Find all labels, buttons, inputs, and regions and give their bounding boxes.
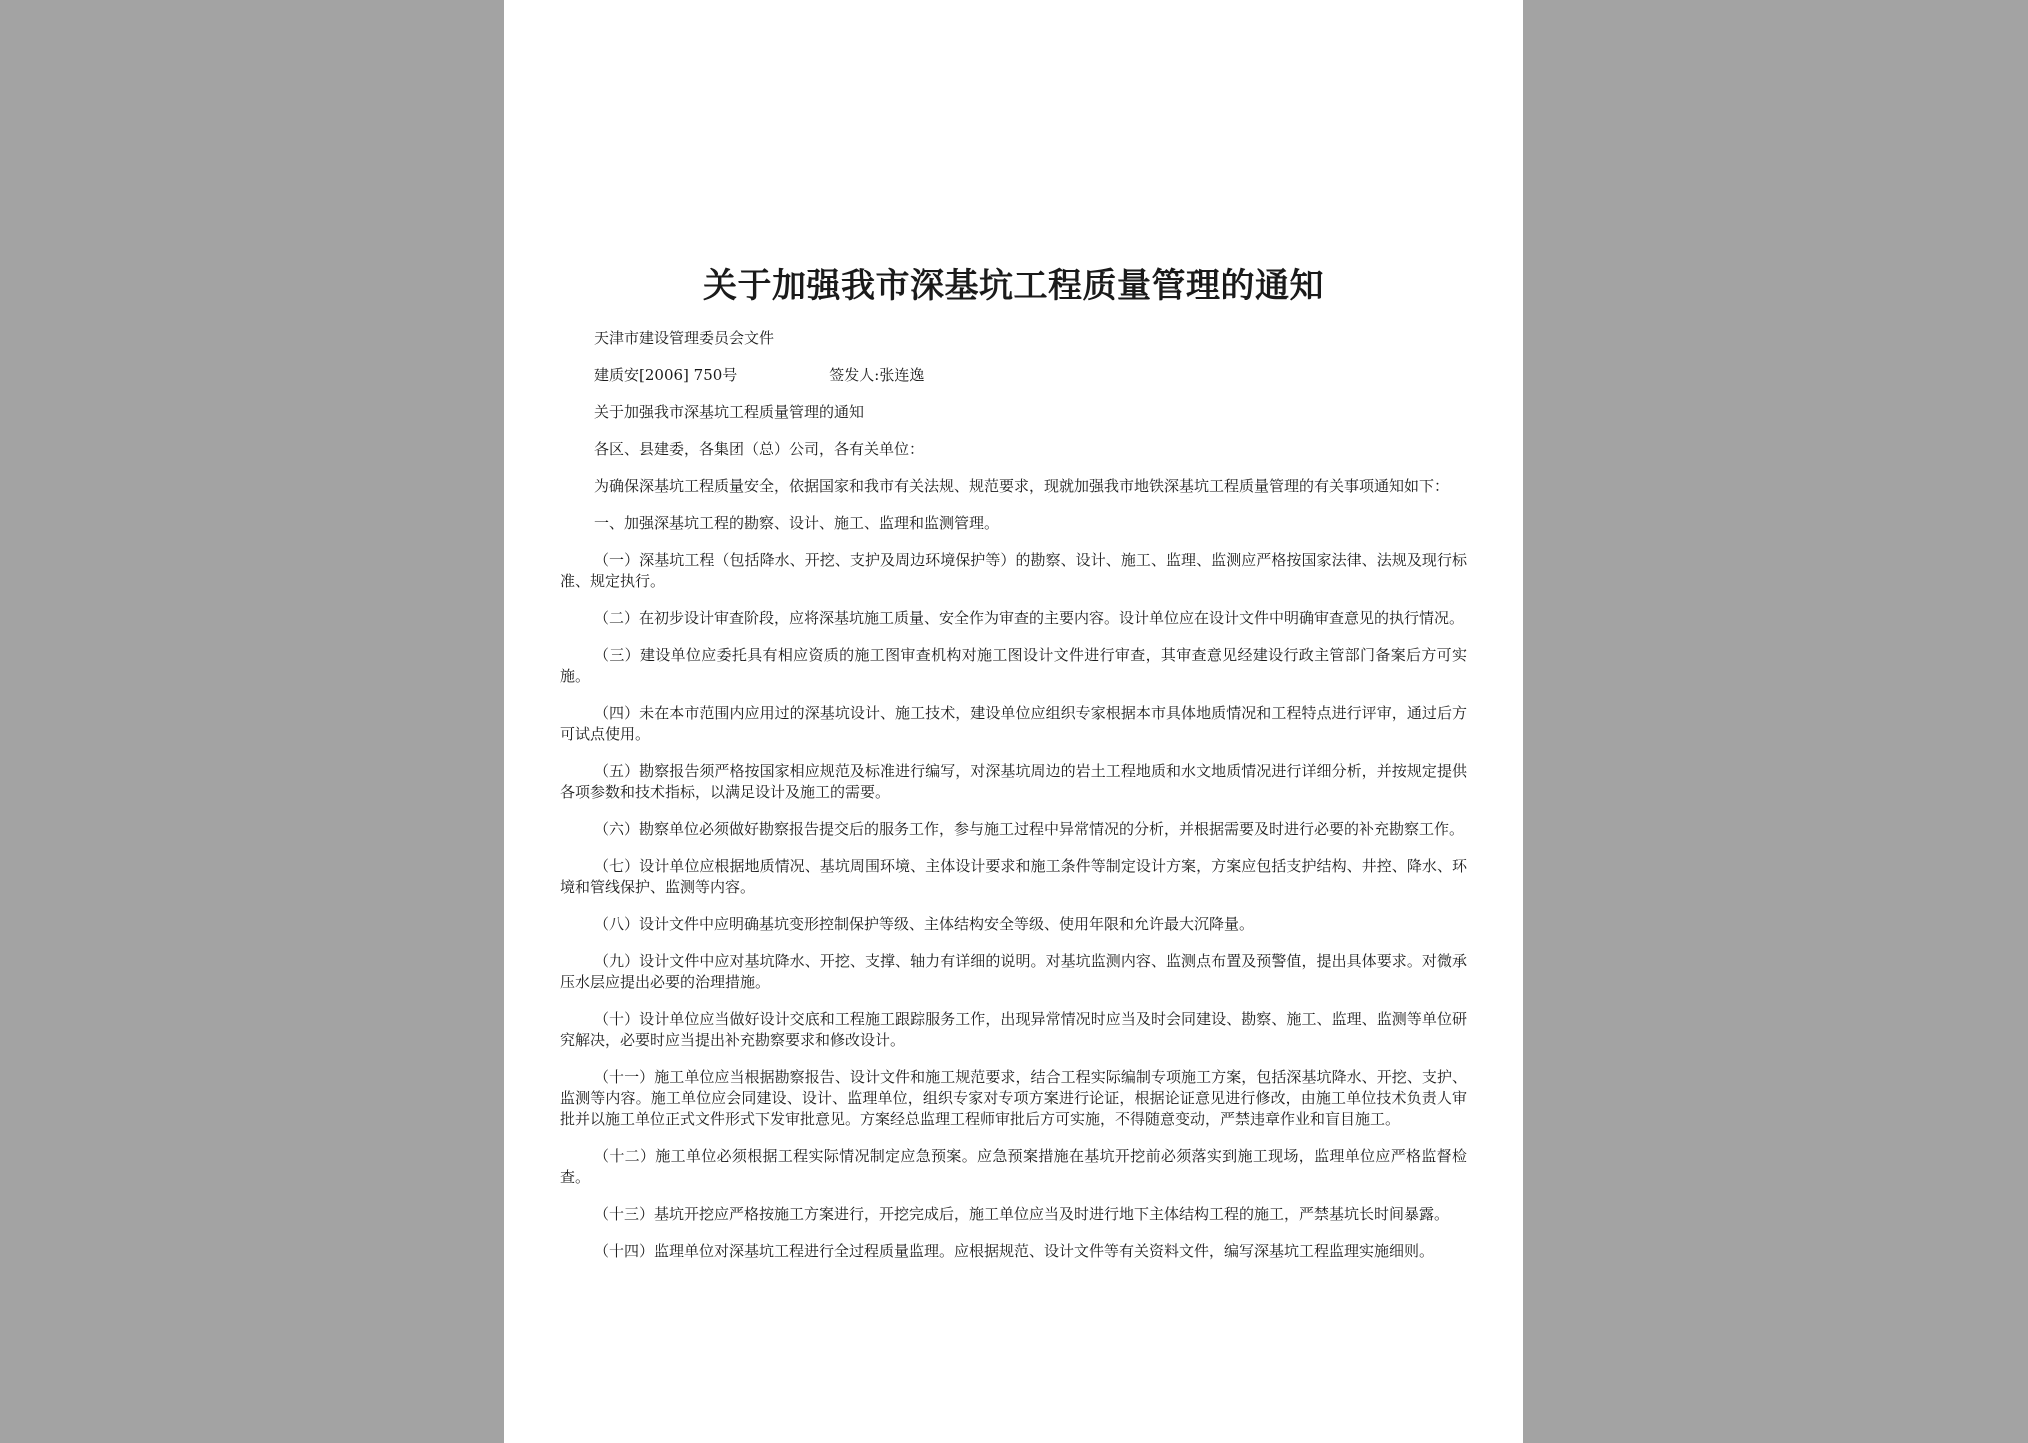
clause-5: （五）勘察报告须严格按国家相应规范及标准进行编写，对深基坑周边的岩土工程地质和水文地质情况进行详细分析，并按规定提供各项参数和技术指标，以满足设计及施工的需要。: [560, 762, 1467, 801]
document-page: [504, 0, 1523, 1443]
section-heading-1: 一、加强深基坑工程的勘察、设计、施工、监理和监测管理。: [594, 514, 1000, 532]
issuer-line: 天津市建设管理委员会文件: [594, 329, 775, 347]
clause-9: （九）设计文件中应对基坑降水、开挖、支撑、轴力有详细的说明。对基坑监测内容、监测点布置及预警值，提出具体要求。对微承压水层应提出必要的治理措施。: [560, 952, 1467, 991]
doc-number: 建质安[2006] 750号: [594, 366, 738, 384]
doc-number-line: [560, 365, 1467, 386]
clause-12: （十二）施工单位必须根据工程实际情况制定应急预案。应急预案措施在基坑开挖前必须落实到施工现场，监理单位应严格监督检查。: [560, 1147, 1467, 1186]
clause-7: （七）设计单位应根据地质情况、基坑周围环境、主体设计要求和施工条件等制定设计方案，方案应包括支护结构、井控、降水、环境和管线保护、监测等内容。: [560, 857, 1467, 896]
clause-10: （十）设计单位应当做好设计交底和工程施工跟踪服务工作，出现异常情况时应当及时会同建设、勘察、施工、监理、监测等单位研究解决，必要时应当提出补充勘察要求和修改设计。: [560, 1010, 1467, 1049]
addressees: 各区、县建委，各集团（总）公司，各有关单位：: [594, 440, 925, 458]
clause-3: （三）建设单位应委托具有相应资质的施工图审查机构对施工图设计文件进行审查，其审查意见经建设行政主管部门备案后方可实施。: [560, 646, 1467, 685]
paragraph-intro: 为确保深基坑工程质量安全，依据国家和我市有关法规、规范要求，现就加强我市地铁深基坑工程质量管理的有关事项通知如下：: [594, 477, 1450, 495]
clause-13: （十三）基坑开挖应严格按施工方案进行，开挖完成后，施工单位应当及时进行地下主体结构工程的施工，严禁基坑长时间暴露。: [594, 1205, 1450, 1223]
clause-2: （二）在初步设计审查阶段，应将深基坑施工质量、安全作为审查的主要内容。设计单位应在设计文件中明确审查意见的执行情况。: [594, 609, 1465, 627]
clause-4: （四）未在本市范围内应用过的深基坑设计、施工技术，建设单位应组织专家根据本市具体地质情况和工程特点进行评审，通过后方可试点使用。: [560, 704, 1467, 743]
document-title: 关于加强我市深基坑工程质量管理的通知: [703, 266, 1324, 306]
clause-11: （十一）施工单位应当根据勘察报告、设计文件和施工规范要求，结合工程实际编制专项施工方案，包括深基坑降水、开挖、支护、监测等内容。施工单位应会同建设、设计、监理单位，组织专家对专项方案进行论证，根据论证意见进行修改，由施工单位技术负责人审批并以施工单位正式文件形式下发审批意见。方案经总监理工程师审批后方可实施，不得随意变动，严禁违章作业和盲目施工。: [560, 1068, 1467, 1128]
clause-8: （八）设计文件中应明确基坑变形控制保护等级、主体结构安全等级、使用年限和允许最大沉降量。: [594, 915, 1255, 933]
clause-1: （一）深基坑工程（包括降水、开挖、支护及周边环境保护等）的勘察、设计、施工、监理、监测应严格按国家法律、法规及现行标准、规定执行。: [560, 551, 1467, 590]
clause-6: （六）勘察单位必须做好勘察报告提交后的服务工作，参与施工过程中异常情况的分析，并根据需要及时进行必要的补充勘察工作。: [594, 820, 1465, 838]
signer: 签发人:张连逸: [829, 366, 925, 384]
clause-14: （十四）监理单位对深基坑工程进行全过程质量监理。应根据规范、设计文件等有关资料文件，编写深基坑工程监理实施细则。: [594, 1242, 1435, 1260]
notice-subtitle: 关于加强我市深基坑工程质量管理的通知: [594, 403, 865, 421]
